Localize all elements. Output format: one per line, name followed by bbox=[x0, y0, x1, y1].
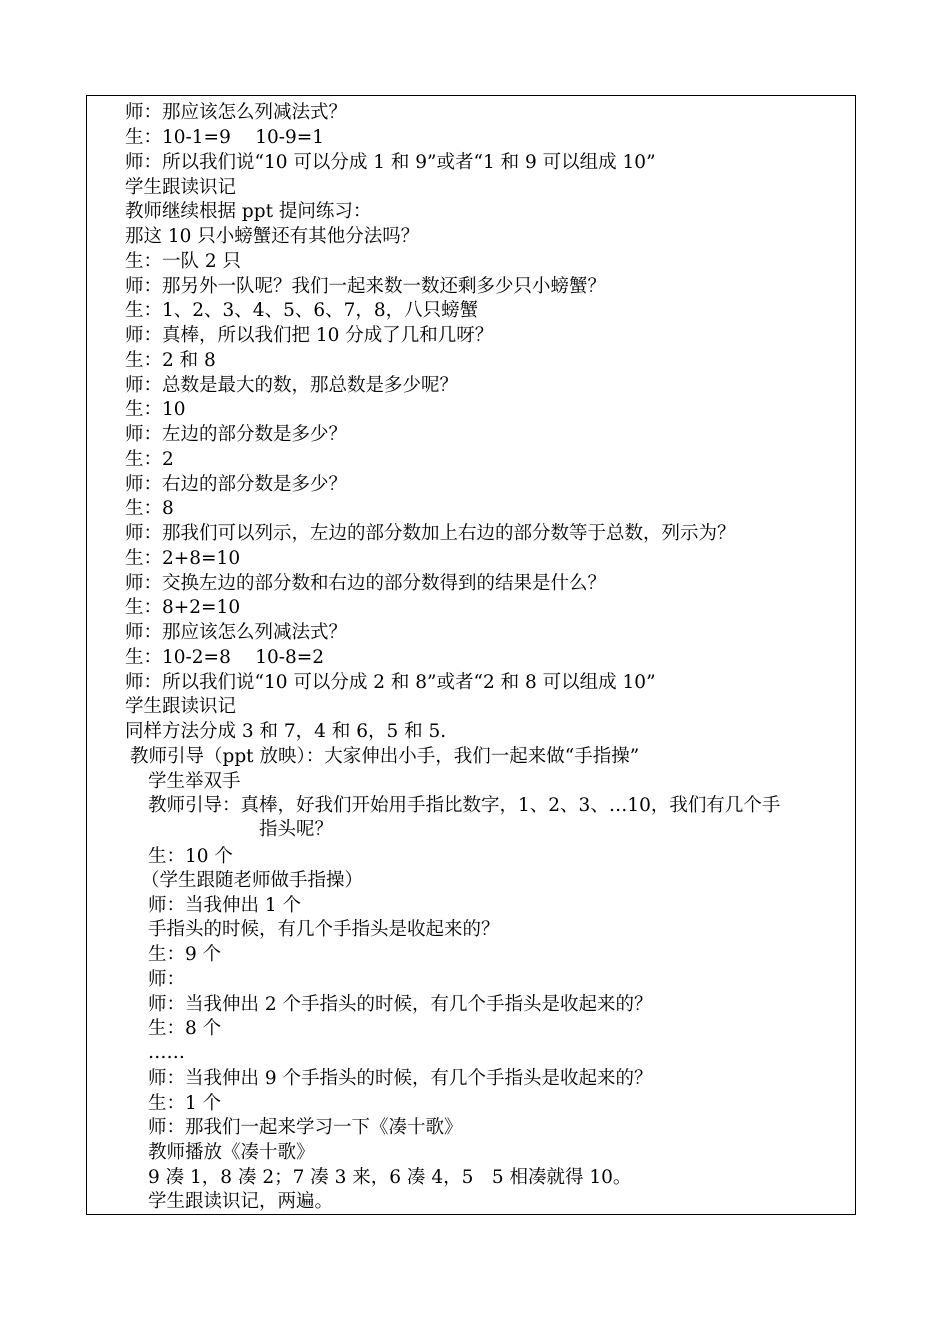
text-line: 教师播放《凑十歌》 bbox=[148, 1142, 315, 1163]
text-line: 师：那应该怎么列减法式？ bbox=[125, 102, 348, 123]
text-line: 师：右边的部分数是多少？ bbox=[125, 474, 348, 495]
text-line: 师：当我伸出 1 个 bbox=[148, 895, 302, 916]
text-line: 生：一队 2 只 bbox=[125, 251, 242, 272]
text-line: 指头呢？ bbox=[259, 819, 334, 840]
text-line: 生：10 个 bbox=[148, 846, 233, 867]
text-line: 同样方法分成 3 和 7，4 和 6，5 和 5. bbox=[125, 721, 447, 742]
text-line: 师：当我伸出 9 个手指头的时候，有几个手指头是收起来的？ bbox=[148, 1068, 653, 1089]
text-line: 教师引导（ppt 放映）：大家伸出小手，我们一起来做“手指操” bbox=[130, 746, 640, 767]
text-line: 生：10 bbox=[125, 399, 186, 420]
text-line: 生：9 个 bbox=[148, 944, 222, 965]
text-line: 师：那我们一起来学习一下《凑十歌》 bbox=[148, 1117, 463, 1138]
text-line: 生：8+2=10 bbox=[125, 597, 241, 618]
text-line: 生：8 bbox=[125, 498, 174, 519]
text-line: 师：当我伸出 2 个手指头的时候，有几个手指头是收起来的？ bbox=[148, 994, 653, 1015]
text-line: 师：交换左边的部分数和右边的部分数得到的结果是什么？ bbox=[125, 573, 607, 594]
text-line: 师：真棒，所以我们把 10 分成了几和几呀？ bbox=[125, 325, 494, 346]
text-line: 生：10-2=8 10-8=2 bbox=[125, 647, 325, 668]
text-line: …… bbox=[148, 1042, 185, 1063]
text-line: 师：总数是最大的数，那总数是多少呢？ bbox=[125, 375, 459, 396]
text-line: 生：10-1=9 10-9=1 bbox=[125, 127, 325, 148]
text-line: 生：2+8=10 bbox=[125, 548, 241, 569]
text-line: 生：1 个 bbox=[148, 1093, 222, 1114]
text-line: 师：那我们可以列示，左边的部分数加上右边的部分数等于总数，列示为？ bbox=[125, 523, 736, 544]
text-line: 那这 10 只小螃蟹还有其他分法吗？ bbox=[125, 226, 420, 247]
text-line: 生：1、2、3、4、5、6、7，8，八只螃蟹 bbox=[125, 300, 479, 321]
text-line: 教师继续根据 ppt 提问练习： bbox=[125, 201, 372, 222]
text-line: 生：2 bbox=[125, 449, 174, 470]
text-line: 师： bbox=[148, 969, 186, 990]
text-line: 学生跟读识记，两遍。 bbox=[148, 1191, 334, 1212]
text-line: 9 凑 1，8 凑 2；7 凑 3 来，6 凑 4，5 5 相凑就得 10。 bbox=[148, 1167, 632, 1188]
text-line: 师：那另外一队呢？我们一起来数一数还剩多少只小螃蟹？ bbox=[125, 276, 607, 297]
text-line: 生：8 个 bbox=[148, 1018, 222, 1039]
text-line: 师：所以我们说“10 可以分成 1 和 9”或者“1 和 9 可以组成 10” bbox=[125, 152, 656, 173]
text-line: 师：左边的部分数是多少？ bbox=[125, 424, 348, 445]
text-line: 教师引导：真棒，好我们开始用手指比数字，1、2、3、…10，我们有几个手 bbox=[148, 795, 781, 816]
text-line: （学生跟随老师做手指操） bbox=[141, 870, 364, 891]
text-line: 生：2 和 8 bbox=[125, 350, 216, 371]
text-line: 师：所以我们说“10 可以分成 2 和 8”或者“2 和 8 可以组成 10” bbox=[125, 672, 656, 693]
text-line: 学生举双手 bbox=[148, 771, 241, 792]
lesson-plan-table-cell bbox=[86, 95, 856, 1215]
text-line: 师：那应该怎么列减法式？ bbox=[125, 622, 348, 643]
text-line: 学生跟读识记 bbox=[125, 696, 237, 717]
text-line: 手指头的时候，有几个手指头是收起来的？ bbox=[148, 919, 500, 940]
text-line: 学生跟读识记 bbox=[125, 177, 237, 198]
